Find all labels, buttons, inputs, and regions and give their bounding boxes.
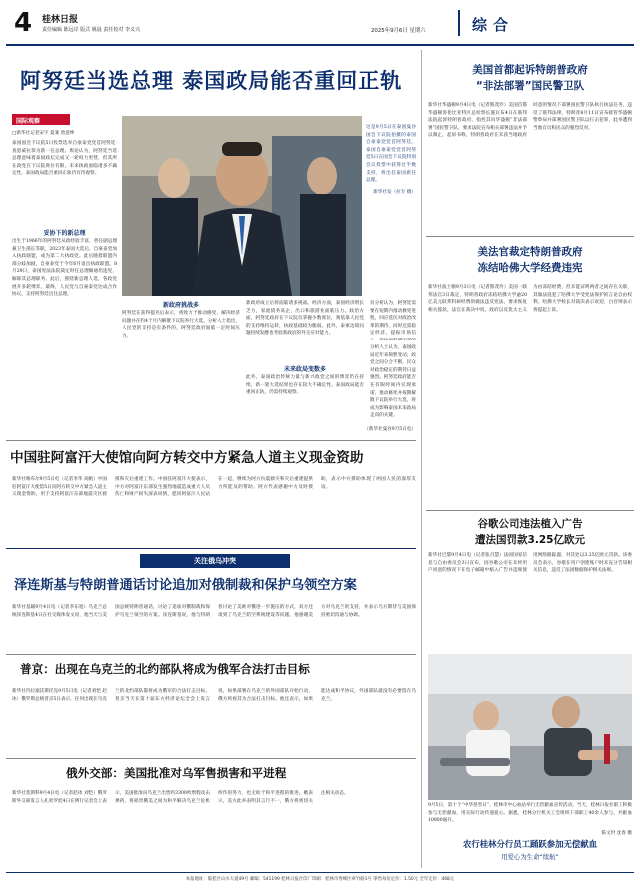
masthead-rule: [6, 44, 634, 46]
photo-caption: 这是9月5日在泰国曼谷国会下议院拍摄的泰国自豪泰党党首阿努廷。泰国自豪泰党党首阿努廷5日在国会下议院特别会议投票中获得过半数支持，将出任泰国新任总理。: [366, 125, 416, 184]
right-headline-2b: 冻结哈佛大学经费违宪: [477, 262, 583, 274]
column-6: 此外，泰国政治传统力量与新兴政党之间的博弈仍在持续，新一轮大选结果也存在较大不确定性。泰国政局能否重回正轨，仍需持续观察。: [246, 375, 364, 396]
ukraine-text-2: 新华社符拉迪沃斯托克9月5日电（记者刘恺 赵冰）俄罗斯总统普京5日表示，任何出现在乌克兰的北约部队都将成为俄军的合法打击目标。普京当天在第十届东方经济论坛全会上发言说，如果部署在乌克兰的外国部队开始行动，俄方将视其为合法打击目标。他还表示，如果能达成和平协议，外国部队就没有必要留在乌克兰。: [12, 689, 416, 702]
column-3: 新政府成立后将面临诸多挑战。经济方面，泰国经济增长乏力，家庭债务高企，出口和旅游业面临压力。政治方面，阿努廷政府在下议院仅掌握少数席位，须依靠人民党的支持维持运转，执政基础较为脆弱。此外，泰柬边境问题持续发酵也考验新政府的外交应对能力。: [246, 301, 364, 337]
divider-3: [6, 654, 416, 655]
right-divider-1: [426, 236, 634, 237]
column-2: 阿努廷在获得提名后表示，将致力于推动修宪、解决经济问题并在约4个月内解散下议院举行大选。分析人士指出，人民党的支持是有条件的，阿努廷政府面临一定时间压力。: [122, 311, 240, 339]
right-divider-2: [426, 510, 634, 511]
right-headline-2a: 美法官裁定特朗普政府: [477, 246, 583, 258]
column-1: 出生于1966年的阿努廷从政经验丰富，曾任副总理兼卫生部长等职。2023年泰国大选后，自豪泰党加入执政联盟，成为第二大执政党。此后随着联盟内部分歧加剧，自豪泰党于今年6月退出执政联盟。8月29日，泰国宪法法院裁定时任总理佩通坦违宪，解除其总理职务。此后，围绕新总理人选，各政党展开多轮博弈。最终，人民党与自豪泰党达成合作协议，支持阿努廷出任总理。: [12, 239, 117, 298]
kabul-text: 新华社喀布尔9月5日电（记者李华 高帆）中国驻阿富汗大使馆5日向阿方转交中方紧急人道主义现金资助，用于支持阿富汗东部地震灾区救援和灾后重建工作。中国驻阿富汗大使表示，中方对阿富汗东部发生强烈地震造成重大人员伤亡和财产损失深表同情，愿同阿富汗人民站在一起，继续为阿方抗震救灾和灾后重建提供力所能及的帮助。阿方代表感谢中方及时援助，表示中方援助体现了两国人民的深厚友谊。: [12, 477, 416, 498]
right-headline-3a: 谷歌公司违法植入广告: [477, 518, 583, 530]
ukraine-headline-3: 俄外交部：美国批准对乌军售损害和平进程: [66, 766, 287, 780]
editor-credits: 责任编辑 陈远岸 版式 姚晨 责任校对 李义兴: [42, 27, 140, 33]
column-divider: [421, 50, 422, 868]
divider-1: [6, 440, 416, 441]
ukraine-text-3: 新华社莫斯科9月4日电（记者赵冰 刘恺）俄罗斯外交部发言人扎哈罗娃4日在例行记者会上表示，美国批准向乌克兰出售约3300枚增程攻击弹药，将损害俄美之间为和平解决乌克兰危机所作的努力，也无助于和平进程的推进。她表示，美方此举表明其言行不一，俄方将密切关注相关动态。: [12, 791, 349, 804]
donation-headline: 农行桂林分行员工踊跃参加无偿献血: [463, 839, 597, 849]
divider-4: [6, 758, 416, 759]
kabul-headline: 中国驻阿富汗大使馆向阿方转交中方紧急人道主义现金资助: [10, 450, 364, 466]
main-headline: 阿努廷当选总理 泰国政局能否重回正轨: [20, 69, 403, 93]
donation-subhead: 用爱心为生命“续航”: [501, 853, 559, 861]
photo-caption-box: [366, 124, 416, 294]
ukraine-text-1: 新华社基辅9月4日电（记者李东旭）乌克兰总统泽连斯基4日在社交媒体发文说，他当天与美国总统特朗普通话，讨论了追加对俄制裁和保护乌克兰领空的方案。泽连斯基说，他与特朗普讨论了美欧对俄进一步施压的方式，双方还谈到了乌克兰防空系统建设等问题。他感谢美方对乌克兰的支持，并表示乌方期待与美国保持密切沟通与协调。: [12, 605, 416, 618]
main-photo: [122, 116, 362, 296]
section-divider: [458, 10, 460, 36]
divider-2: [6, 548, 416, 549]
right-headline-2: [426, 244, 634, 276]
politician-photo: [122, 116, 362, 296]
ukraine-banner-label: 关注俄乌冲突: [194, 557, 236, 565]
right-headline-1: [426, 62, 634, 94]
byline: □新华社记者宋宇 夏兼 唐意坤: [12, 131, 75, 136]
page-number: 4: [14, 8, 33, 38]
column-4: 有分析认为，阿努廷需要在短期内推动修宪进程，回应选民对政治改革的期待，同时还需稳定经济、提振市场信: [370, 301, 416, 337]
ukraine-banner: [140, 554, 290, 568]
donation-credit: 陈文世 沈春 摄: [601, 831, 632, 836]
dateline-end: （新华社曼谷9月5日电）: [364, 427, 416, 432]
subhead-3: 未来政局变数多: [283, 366, 326, 373]
badge-label: 国际观察: [16, 118, 41, 125]
footer-rule: [6, 872, 634, 873]
section-badge: [12, 114, 70, 125]
section-title: 综合: [472, 16, 515, 34]
right-text-2: 新华社波士顿9月3日电（记者熊茂伶）美国一联邦法官3日裁定，特朗普政府冻结哈佛大学逾20亿美元联邦科研经费的做法违反宪法，要求恢复相关拨款。法官在裁决中说，政府以反犹太主义为由冻结经费，但未能证明两者之间存在关联，其做法侵犯了哈佛大学受宪法保护的言论自由权利。哈佛大学校长对裁决表示欢迎，白宫则表示将提起上诉。: [428, 285, 632, 313]
right-headline-3b: 遭法国罚款3.25亿欧元: [475, 534, 585, 546]
right-headline-3: [426, 516, 634, 548]
subhead-1: 妥协下的新总理: [43, 230, 86, 237]
ukraine-headline-2: 普京：出现在乌克兰的北约部队将成为俄军合法打击目标: [20, 662, 310, 676]
issue-date: 2025年9月6日 星期六: [371, 28, 426, 34]
footer-text: 本报地址：临桂区山水大道49号 邮编：541199 桂林日报社印厂印刷：桂林市秀峰区翠竹路1号 零售每份定价：1.50元 全年定价：468元: [185, 877, 455, 882]
subhead-2: 新政府挑战多: [162, 302, 199, 309]
right-text-1: 新华社华盛顿9月4日电（记者熊茂伶）美国首都华盛顿哥伦比亚特区总检察长施瓦布4日在联邦法院起诉特朗普政府，指控其向华盛顿“非法部署”国民警卫队，要求法院宣布相关部署违法并予以制止。起诉书称，特朗普政府在未获当地政府同意的情况下部署国民警卫队执行执法任务，违反了联邦法律。特朗普8月11日宣布接管华盛顿警察局并部署国民警卫队以打击犯罪，此举遭到当地官员和民众的强烈反对。: [428, 103, 632, 139]
right-headline-1b: “非法部署”国民警卫队: [475, 80, 585, 92]
right-text-3: 新华社巴黎9月4日电（记者张百慧）法国国家信息与自由委员会3日宣布，因谷歌公司在未经用户同意的情况下在电子邮箱中植入广告并违规使用网络跟踪器，对其处以3.25亿欧元罚款。该委员会表示，谷歌在用户创建账户时未充分告知相关信息，违反了法国数据保护相关法规。: [428, 553, 632, 574]
lead-paragraph: 泰国国会下议院5日投票选举自豪泰党党首阿努廷·查恩威拉恭为新一任总理。舆论认为，阿努廷当选总理意味着泰国政坛完成又一轮权力更替，但其所在政党在下议院席位有限，未来执政面临诸多不确定性，泰国政局能否重回正轨仍有待观察。: [12, 141, 117, 177]
masthead: [6, 6, 634, 46]
ukraine-headline-1: 泽连斯基与特朗普通话讨论追加对俄制裁和保护乌领空方案: [14, 578, 357, 593]
blood-donation-photo: [428, 654, 632, 800]
column-5: 分析人士认为，泰国政局近年来频繁变动，政党之间分合不断，民众对政治稳定的期待日益强烈。阿努廷政府能否在有限时间内兑现承诺，推动修宪并按期解散下议院举行大选，将成为影响泰国未来政局走向的关键。: [370, 345, 416, 419]
main-headline-banner: [6, 60, 416, 106]
donation-caption: 9月5日，第十个“中华慈善日”，桂林市中心血站举行无偿献血宣传活动。当天，桂林日报社职工积极参与无偿献血，用实际行动传递爱心。据悉，桂林分行机关工会组织干部职工40余人参与，共献血10800毫升。: [428, 803, 632, 824]
paper-name: 桂林日报: [42, 15, 79, 25]
right-headline-1a: 美国首都起诉特朗普政府: [472, 64, 588, 76]
donation-photo: [428, 654, 632, 800]
photo-credit: 新华社发（拉专 摄）: [373, 189, 416, 195]
